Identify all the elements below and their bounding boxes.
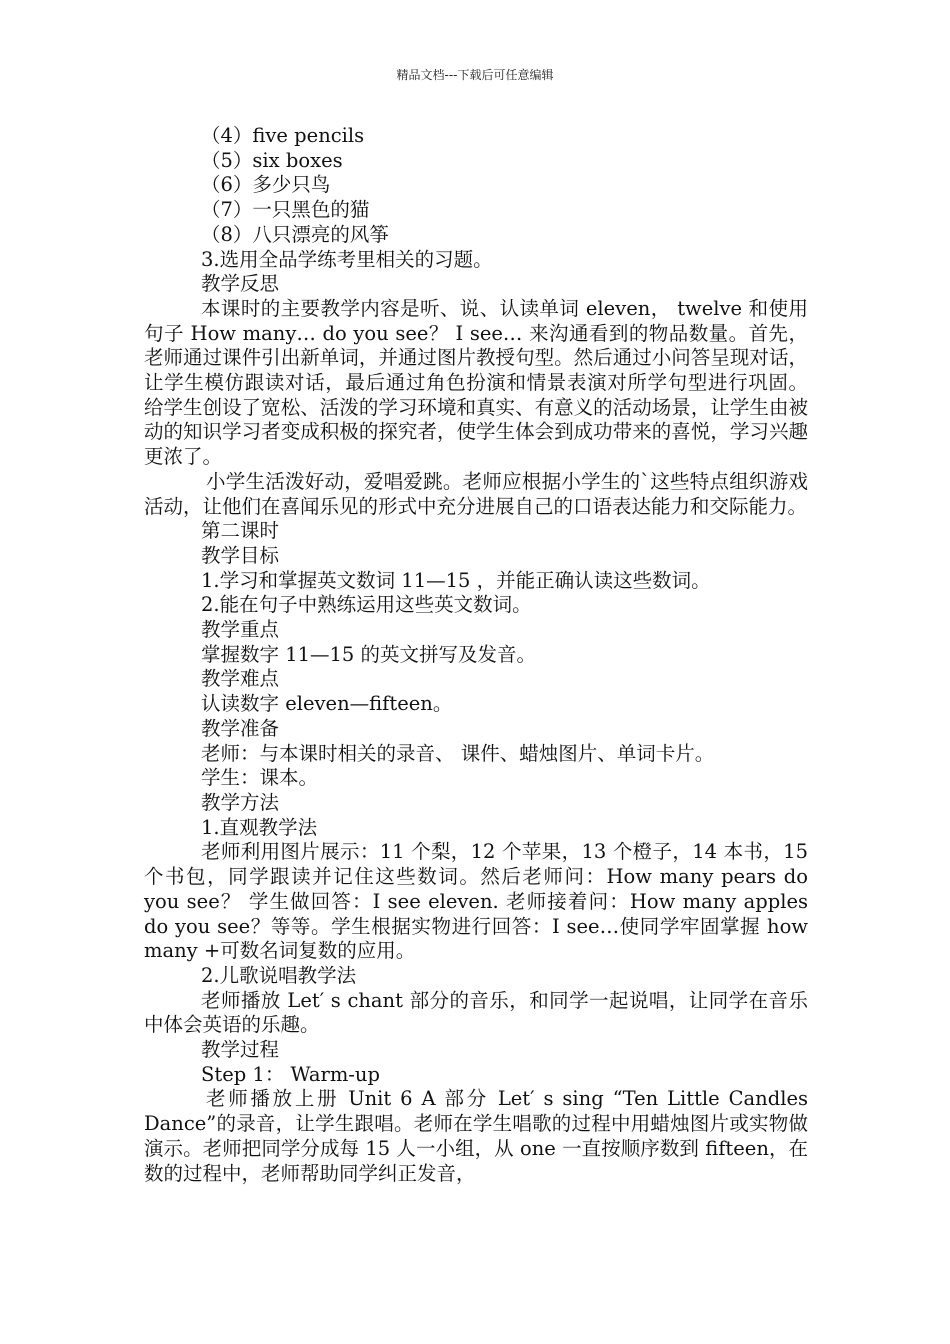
paragraph: 老师播放 Let′ s chant 部分的音乐，和同学一起说唱，让同学在音乐中体会英语的乐趣。	[144, 988, 808, 1037]
paragraph: 教学目标	[201, 543, 280, 567]
document-body	[144, 124, 808, 1186]
paragraph: 教学过程	[201, 1038, 280, 1062]
paragraph: 教学重点	[201, 618, 280, 642]
paragraph: 认读数字 eleven—fifteen。	[201, 692, 453, 716]
paragraph: 小学生活泼好动，爱唱爱跳。老师应根据小学生的`这些特点组织游戏活动，让他们在喜闻乐见的形式中充分进展自己的口语表达能力和交际能力。	[144, 469, 808, 518]
paragraph: 老师利用图片展示：11 个梨，12 个苹果，13 个橙子，14 本书，15 个书包，同学跟读并记住这些数词。然后老师问：How many pears do you see？ 学生做回答：I see eleven. 老师接着问：How many apples do you see？等等。学生根据实物进行回答：I see…使同学牢固掌握 how many +可数名词复数的应用。	[144, 840, 808, 963]
paragraph: 第二课时	[201, 519, 280, 543]
paragraph: 1.学习和掌握英文数词 11—15 ，并能正确认读这些数词。	[201, 568, 711, 592]
paragraph: 教学难点	[201, 667, 280, 691]
paragraph: （7）一只黑色的猫	[201, 198, 370, 222]
paragraph: （6）多少只鸟	[201, 173, 331, 197]
paragraph: （8）八只漂亮的风筝	[201, 222, 389, 246]
paragraph: 3.选用全品学练考里相关的习题。	[201, 247, 493, 271]
paragraph: 教学反思	[201, 272, 280, 296]
paragraph: 老师播放上册 Unit 6 A 部分 Let′ s sing “Ten Little Candles Dance”的录音，让学生跟唱。老师在学生唱歌的过程中用蜡烛图片或实物做演示。老师把同学分成每 15 人一小组，从 one 一直按顺序数到 fifteen，在数的过程中，老师帮助同学纠正发音，	[144, 1087, 808, 1185]
page-header: 精品文档---下载后可任意编辑	[396, 68, 554, 82]
paragraph: 教学方法	[201, 790, 280, 814]
paragraph: 本课时的主要教学内容是听、说、认读单词 eleven， twelve 和使用句子 How many… do you see？ I see… 来沟通看到的物品数量。首先，老师通过课件引出新单词，并通过图片教授句型。然后通过小问答呈现对话，让学生模仿跟读对话，最后通过角色扮演和情景表演对所学句型进行巩固。 给学生创设了宽松、活泼的学习环境和真实、有意义的活动场景，让学生由被动的知识学习者变成积极的探究者，使学生体会到成功带来的喜悦，学习兴趣更浓了。	[144, 296, 808, 469]
paragraph: 学生：课本。	[201, 766, 319, 790]
paragraph: 2.能在句子中熟练运用这些英文数词。	[201, 593, 532, 617]
paragraph: 1.直观教学法	[201, 815, 318, 839]
paragraph: Step 1： Warm-up	[201, 1062, 380, 1086]
paragraph: 2.儿歌说唱教学法	[201, 963, 357, 987]
paragraph: 老师：与本课时相关的录音、 课件、蜡烛图片、单词卡片。	[201, 741, 715, 765]
paragraph: 掌握数字 11—15 的英文拼写及发音。	[201, 642, 537, 666]
paragraph: （5）six boxes	[201, 148, 343, 172]
paragraph: （4）five pencils	[201, 124, 365, 147]
paragraph: 教学准备	[201, 716, 280, 740]
